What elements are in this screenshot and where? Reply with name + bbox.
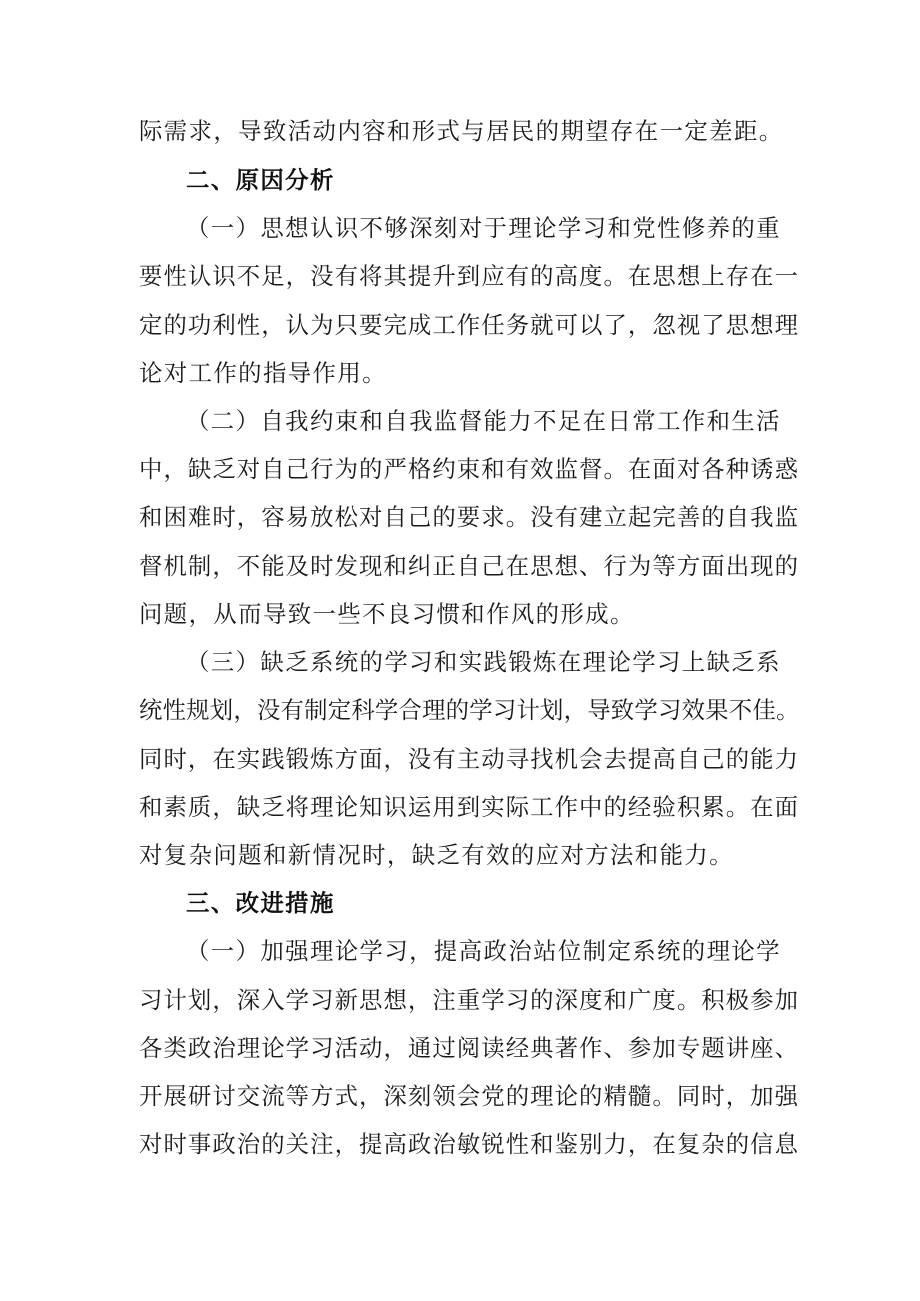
paragraph-line: 问题，从而导致一些不良习惯和作风的形成。: [139, 600, 635, 628]
paragraph-line: 各类政治理论学习活动，通过阅读经典著作、参加专题讲座、: [139, 1034, 799, 1062]
paragraph-line: 和素质，缺乏将理论知识运用到实际工作中的经验积累。在面: [139, 793, 799, 821]
paragraph-line: 同时，在实践锻炼方面，没有主动寻找机会去提高自己的能力: [139, 745, 799, 773]
paragraph-line: （一）加强理论学习，提高政治站位制定系统的理论学: [186, 937, 781, 965]
paragraph-line: 对时事政治的关注，提高政治敏锐性和鉴别力，在复杂的信息: [139, 1130, 799, 1158]
paragraph-line: 对复杂问题和新情况时，缺乏有效的应对方法和能力。: [139, 841, 734, 869]
paragraph-line: 统性规划，没有制定科学合理的学习计划，导致学习效果不佳。: [139, 696, 800, 724]
section-heading: 二、原因分析: [186, 166, 335, 194]
paragraph-line: 论对工作的指导作用。: [139, 359, 387, 387]
paragraph-line: 际需求，导致活动内容和形式与居民的期望存在一定差距。: [139, 117, 784, 145]
paragraph-line: 定的功利性，认为只要完成工作任务就可以了，忽视了思想理: [139, 311, 799, 339]
paragraph-line: （三）缺乏系统的学习和实践锻炼在理论学习上缺乏系: [186, 648, 781, 676]
paragraph-line: 督机制，不能及时发现和纠正自己在思想、行为等方面出现的: [139, 552, 799, 580]
paragraph-line: （二）自我约束和自我监督能力不足在日常工作和生活: [186, 407, 781, 435]
section-heading: 三、改进措施: [186, 889, 335, 917]
paragraph-line: 中，缺乏对自己行为的严格约束和有效监督。在面对各种诱惑: [139, 455, 799, 483]
paragraph-line: （一）思想认识不够深刻对于理论学习和党性修养的重: [186, 214, 781, 242]
paragraph-line: 习计划，深入学习新思想，注重学习的深度和广度。积极参加: [139, 986, 799, 1014]
paragraph-line: 开展研讨交流等方式，深刻领会党的理论的精髓。同时，加强: [139, 1082, 799, 1110]
paragraph-line: 和困难时，容易放松对自己的要求。没有建立起完善的自我监: [139, 503, 799, 531]
paragraph-line: 要性认识不足，没有将其提升到应有的高度。在思想上存在一: [139, 262, 799, 290]
